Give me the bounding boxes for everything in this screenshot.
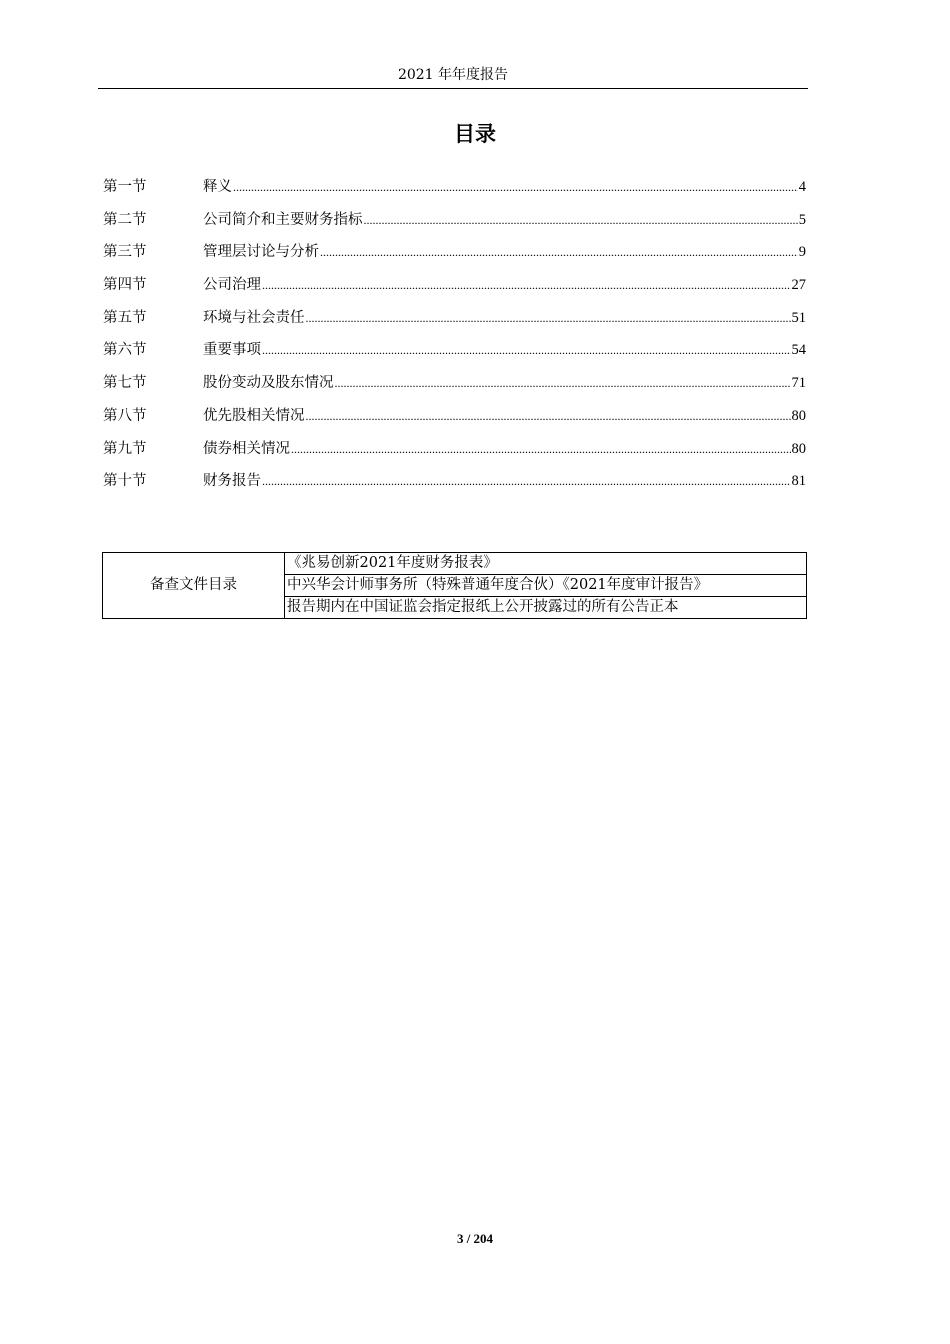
toc-section-title: 股份变动及股东情况	[203, 375, 334, 392]
reference-documents-table	[102, 552, 807, 619]
toc-entry[interactable]	[103, 208, 806, 241]
toc-section-number: 第三节	[103, 244, 147, 261]
toc-section-number: 第一节	[103, 179, 147, 195]
toc-page-number: 80	[791, 440, 806, 457]
toc-dot-leader	[320, 245, 798, 260]
toc-section-title: 重要事项	[203, 342, 261, 359]
toc-entry[interactable]	[103, 273, 806, 306]
toc-section-number: 第六节	[103, 342, 147, 359]
toc-section-title: 公司治理	[203, 277, 261, 294]
toc-section-title: 管理层讨论与分析	[203, 244, 319, 261]
toc-section-number: 第五节	[103, 309, 147, 326]
toc-section-title: 公司简介和主要财务指标	[203, 211, 363, 228]
toc-page-number: 71	[791, 375, 806, 392]
toc-entry[interactable]	[103, 338, 806, 371]
toc-page-number: 51	[791, 309, 806, 326]
page-number-footer: 3 / 204	[456, 1231, 494, 1246]
toc-dot-leader	[306, 409, 791, 424]
toc-entry[interactable]	[103, 306, 806, 339]
toc-section-number: 第九节	[103, 440, 147, 457]
table-row	[103, 553, 807, 575]
toc-title: 目录	[454, 121, 496, 146]
toc-dot-leader	[335, 376, 791, 391]
toc-entry[interactable]	[103, 371, 806, 404]
toc-dot-leader	[233, 180, 798, 195]
page-header: 2021 年年度报告	[397, 67, 509, 83]
toc-section-number: 第十节	[103, 473, 147, 490]
toc-section-title: 财务报告	[203, 473, 261, 490]
toc-section-title: 环境与社会责任	[203, 309, 305, 326]
reference-docs-label: 备查文件目录	[103, 553, 285, 619]
toc-dot-leader	[262, 474, 791, 489]
reference-doc-item: 《兆易创新2021年度财务报表》	[285, 553, 807, 575]
toc-page-number: 80	[791, 407, 806, 424]
toc-section-number: 第二节	[103, 211, 147, 228]
toc-dot-leader	[364, 213, 798, 228]
toc-section-title: 债券相关情况	[203, 440, 290, 457]
toc-dot-leader	[262, 278, 791, 293]
toc-page-number: 5	[798, 211, 806, 228]
toc-entry[interactable]	[103, 175, 806, 208]
toc-dot-leader	[306, 311, 791, 326]
toc-page-number: 4	[798, 179, 806, 195]
toc-section-title: 释义	[203, 179, 232, 195]
toc-page-number: 27	[791, 277, 806, 294]
reference-doc-item: 报告期内在中国证监会指定报纸上公开披露过的所有公告正本	[285, 597, 807, 619]
toc-entry[interactable]	[103, 469, 806, 502]
toc-entry[interactable]	[103, 240, 806, 273]
toc-section-number: 第八节	[103, 407, 147, 424]
toc-entry[interactable]	[103, 437, 806, 470]
toc-section-title: 优先股相关情况	[203, 407, 305, 424]
toc-section-number: 第四节	[103, 277, 147, 294]
toc-dot-leader	[291, 442, 791, 457]
toc-page-number: 9	[798, 244, 806, 261]
toc-section-number: 第七节	[103, 375, 147, 392]
table-of-contents	[103, 175, 806, 502]
toc-page-number: 81	[791, 473, 806, 490]
toc-dot-leader	[262, 343, 791, 358]
header-divider	[98, 88, 808, 89]
toc-page-number: 54	[791, 342, 806, 359]
reference-doc-item: 中兴华会计师事务所（特殊普通年度合伙）《2021年度审计报告》	[285, 575, 807, 597]
toc-entry[interactable]	[103, 404, 806, 437]
